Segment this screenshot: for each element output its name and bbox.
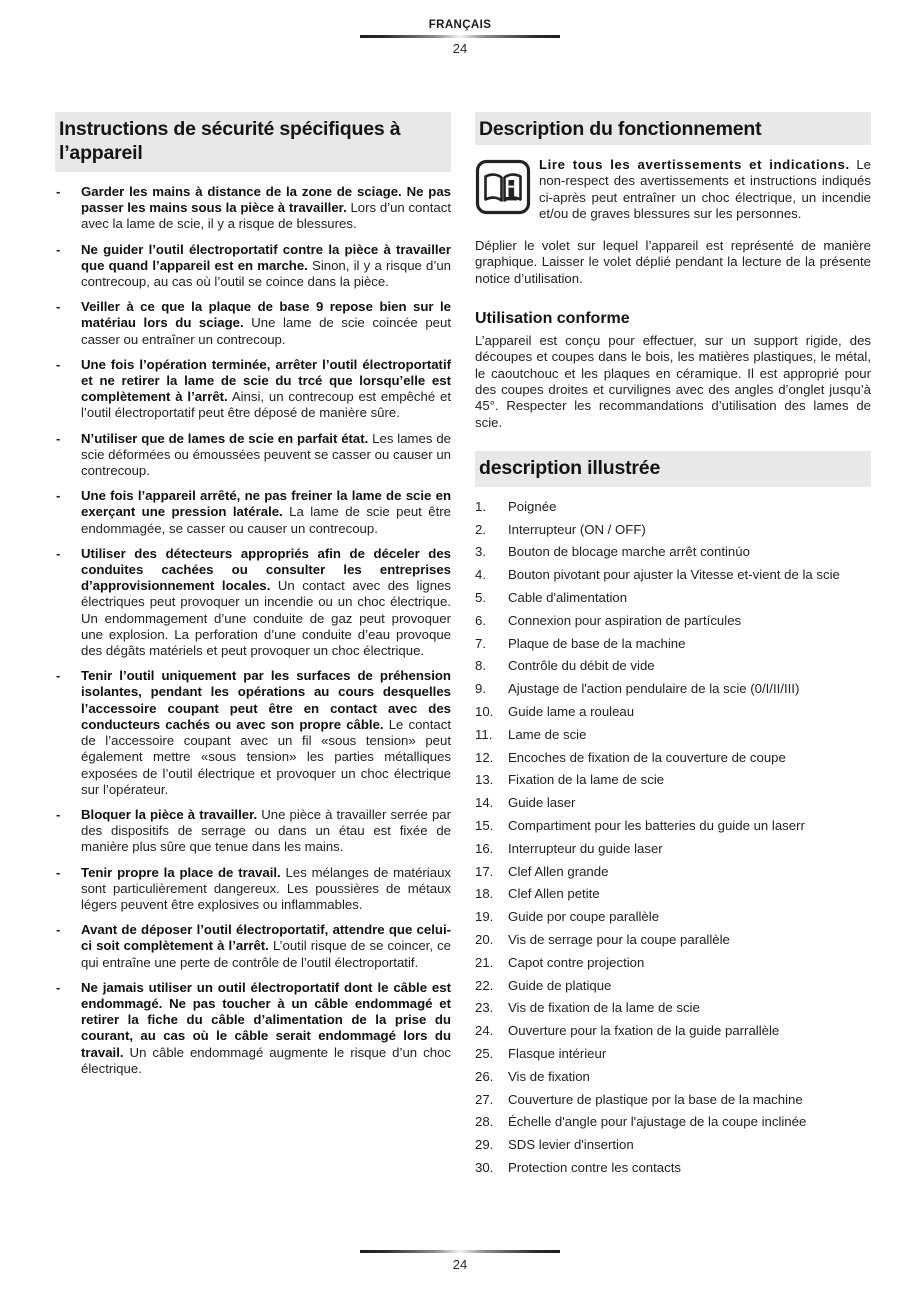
part-number: 8.: [475, 658, 486, 674]
part-number: 21.: [475, 954, 494, 970]
list-item: [55, 431, 451, 480]
bullet-body-text: Les lames de scie déformées ou émoussées peuvent se casser ou causer un contrecoup.: [81, 430, 451, 479]
bullet-body-text: Sinon, il y a risque d’un contrecoup, au cas où l’outil se coince dans la pièce.: [81, 257, 451, 290]
bullet-body-text: Un câble endommagé augmente le risque d’un choc électrique.: [81, 1044, 451, 1076]
list-item: [55, 488, 451, 537]
part-number: 29.: [475, 1137, 494, 1153]
part-label: Interrupteur (ON / OFF): [508, 521, 646, 537]
part-number: 10.: [475, 704, 494, 720]
list-item: [475, 1160, 871, 1176]
dash-bullet-icon: -: [56, 668, 61, 684]
part-number: 15.: [475, 818, 494, 834]
part-label: Guide lame a rouleau: [508, 704, 635, 720]
safety-instructions-heading: Instructions de sécurité spécifiques à l’appareil: [59, 118, 401, 164]
bullet-bold-lead: Bloquer la pièce à travailler.: [81, 806, 258, 822]
list-item: [475, 864, 871, 880]
list-item: [475, 795, 871, 811]
list-item: [475, 522, 871, 538]
right-column: [475, 112, 871, 1183]
bullet-body-text: La lame de scie peut être endommagée, se casser ou causer un contrecoup.: [81, 504, 451, 536]
part-label: Ouverture pour la fxation de la guide parrallèle: [508, 1023, 780, 1039]
list-item: [475, 1046, 871, 1062]
bullet-body-text: Une pièce à travailler serrée par des dispositifs de serrage ou dans un étau est fixée de manière plus sûre que tenue dans les mains.: [81, 806, 452, 855]
part-number: 18.: [475, 886, 494, 902]
part-label: Compartiment pour les batteries du guide un laserr: [508, 818, 805, 834]
list-item: [475, 1023, 871, 1039]
part-label: Vis de serrage pour la coupe parallèle: [508, 932, 730, 947]
part-label: Clef Allen petite: [508, 886, 600, 902]
part-number: 25.: [475, 1045, 494, 1061]
part-label: Lame de scie: [508, 726, 587, 742]
bullet-body-text: Lors d’un contact avec la lame de scie, il y a risque de blessures.: [81, 200, 451, 232]
part-label: Contrôle du débit de vide: [508, 658, 655, 674]
list-item: [475, 1137, 871, 1153]
list-item: [475, 818, 871, 834]
part-label: Plaque de base de la machine: [508, 635, 686, 651]
part-number: 28.: [475, 1114, 494, 1130]
part-label: Bouton de blocage marche arrêt continúo: [508, 544, 750, 560]
list-item: [475, 613, 871, 629]
list-item: [475, 1069, 871, 1085]
list-item: [475, 727, 871, 743]
list-item: [55, 865, 451, 914]
conformity-subheading: Utilisation conforme: [475, 310, 630, 328]
list-item: [55, 546, 451, 659]
part-number: 14.: [475, 795, 494, 811]
footer-divider-rule: [360, 1250, 560, 1253]
part-number: 24.: [475, 1023, 494, 1039]
part-label: Protection contre les contacts: [508, 1159, 681, 1175]
part-label: Guide por coupe parallèle: [508, 909, 660, 925]
notice-bold-lead: Lire tous les avertissements et indications.: [539, 157, 850, 172]
page-header: [0, 18, 920, 57]
list-item: [475, 886, 871, 902]
list-item: [55, 184, 451, 233]
dash-bullet-icon: -: [56, 299, 61, 315]
bullet-body-text: Les mélanges de matériaux sont particulièrement dangereux. Les poussières de métaux légers peuvent être explosives ou inflammables.: [81, 864, 451, 912]
part-number: 7.: [475, 635, 486, 651]
part-label: Connexion pour aspiration de partícules: [508, 612, 742, 628]
bullet-body-text: Un contact avec des lignes électriques peut provoquer un incendie ou un choc électrique. Un endommagement d’une conduite de gaz peut provoquer une explosion. La perforation d’une conduite d’eau provoque des dégâts matériels et peut provoquer un choc électrique.: [81, 578, 451, 659]
list-item: [475, 704, 871, 720]
part-number: 23.: [475, 1000, 494, 1016]
bullet-bold-lead: N’utiliser que de lames de scie en parfait état.: [81, 430, 369, 446]
part-number: 3.: [475, 544, 486, 560]
bullet-bold-lead: Une fois l’appareil arrêté, ne pas freiner la lame de scie en exerçant une pression latérale.: [81, 488, 451, 520]
bullet-body-text: Une lame de scie coincée peut casser ou entraîner un contrecoup.: [81, 315, 451, 347]
part-number: 2.: [475, 521, 486, 537]
part-number: 13.: [475, 772, 494, 788]
list-item: [475, 841, 871, 857]
bullet-bold-lead: Avant de déposer l’outil électroportatif, attendre que celui-ci soit complètement à l’arrêt.: [81, 922, 451, 954]
list-item: [55, 357, 451, 422]
part-label: Flasque intérieur: [508, 1045, 607, 1061]
part-number: 12.: [475, 749, 494, 765]
part-label: Ajustage de l'action pendulaire de la scie (0/I/II/III): [508, 681, 800, 697]
footer-page-number: 24: [452, 1257, 468, 1272]
function-description-heading: Description du fonctionnement: [479, 118, 762, 140]
dash-bullet-icon: -: [56, 864, 61, 880]
part-label: Fixation de la lame de scie: [508, 772, 665, 788]
dash-bullet-icon: -: [56, 806, 61, 822]
part-number: 19.: [475, 909, 494, 925]
part-number: 6.: [475, 612, 486, 628]
list-item: [475, 681, 871, 697]
bullet-body-text: Le contact de l’accessoire coupant avec un fil «sous tension» peut également mettre «sous tension» les parties métalliques exposées de l’outil électrique et provoquer un choc électrique sur l’opérateur.: [81, 716, 451, 797]
intro-paragraph: Déplier le volet sur lequel l’appareil est représenté de manière graphique. Laisser le volet déplié pendant la lecture de la présente notice d’utilisation.: [475, 238, 871, 286]
list-item: [475, 544, 871, 560]
list-item: [475, 590, 871, 606]
part-label: Guide de platique: [508, 977, 612, 993]
part-number: 26.: [475, 1068, 494, 1084]
bullet-bold-lead: Ne jamais utiliser un outil électroportatif dont le câble est endommagé. Ne pas toucher à un câble endommagé et retirer la fiche du câble d’alimentation de la prise du courant, au cas où le câble serait endommagé lors du travail.: [81, 979, 451, 1060]
list-item: [475, 978, 871, 994]
dash-bullet-icon: -: [56, 184, 61, 199]
notice-text: [539, 157, 871, 222]
bullet-body-text: L’outil risque de se coincer, ce qui entraîne une perte de contrôle de l’outil électroportatif.: [81, 938, 452, 970]
dash-bullet-icon: -: [56, 356, 61, 372]
list-item: [475, 658, 871, 674]
dash-bullet-icon: -: [56, 430, 61, 446]
part-number: 20.: [475, 932, 494, 947]
page-footer: [0, 1247, 920, 1273]
list-item: [475, 955, 871, 971]
part-label: Capot contre projection: [508, 954, 645, 970]
part-number: 27.: [475, 1091, 494, 1107]
part-number: 30.: [475, 1159, 494, 1175]
language-label: FRANÇAIS: [428, 19, 492, 31]
list-item: [475, 909, 871, 925]
part-number: 5.: [475, 590, 486, 606]
list-item: [475, 499, 871, 515]
list-item: [475, 1114, 871, 1130]
bullet-bold-lead: Tenir l’outil uniquement par les surfaces de préhension isolantes, pendant les opérations au cours desquelles l’accessoire coupant peut être en contact avec des conducteurs cachés ou avec son propre câble.: [81, 668, 451, 732]
list-item: [475, 1092, 871, 1108]
list-item: [475, 932, 871, 948]
part-label: Cable d'alimentation: [508, 590, 628, 606]
list-item: [55, 299, 451, 348]
bullet-bold-lead: Tenir propre la place de travail.: [81, 864, 281, 880]
function-description-heading-band: [475, 112, 871, 145]
read-instructions-notice: [475, 157, 871, 222]
list-item: [55, 922, 451, 971]
illustrated-description-heading-band: [475, 451, 871, 487]
part-label: Poignée: [508, 498, 557, 514]
dash-bullet-icon: -: [56, 979, 61, 995]
part-label: Échelle d'angle pour l'ajustage de la coupe inclinée: [508, 1114, 807, 1130]
dash-bullet-icon: -: [56, 922, 61, 938]
bullet-bold-lead: Veiller à ce que la plaque de base 9 repose bien sur le matériau lors du sciage.: [81, 299, 451, 331]
list-item: [475, 567, 871, 583]
left-column: [55, 112, 451, 1086]
list-item: [475, 772, 871, 788]
safety-bullet-list: [55, 184, 451, 1077]
part-label: Bouton pivotant pour ajuster la Vitesse et-vient de la scie: [508, 567, 840, 583]
header-page-number: 24: [452, 41, 468, 56]
part-number: 22.: [475, 977, 494, 993]
part-label: SDS levier d'insertion: [508, 1137, 634, 1153]
safety-instructions-heading-band: [55, 112, 451, 172]
part-label: Vis de fixation: [508, 1068, 590, 1084]
bullet-body-text: Ainsi, un contrecoup est empêché et l’outil électroportatif peut être déposé de manière sûre.: [81, 389, 451, 421]
part-number: 17.: [475, 863, 494, 879]
part-label: Interrupteur du guide laser: [508, 840, 663, 856]
dash-bullet-icon: -: [56, 488, 61, 504]
conformity-paragraph: L’appareil est conçu pour effectuer, sur un support rigide, des découpes et coupes dans le bois, les matières plastiques, le métal, le caoutchouc et les plaques en céramique. Il est approprié pour des coupes droites et curvilignes avec des angles d’onglet jusqu’à 45°. Respecter les recommandations d’utilisation des lames de scie.: [475, 333, 871, 430]
part-number: 4.: [475, 567, 486, 583]
bullet-bold-lead: Utiliser des détecteurs appropriés afin de déceler des conduites cachées ou consulter les entreprises d’approvisionnement locales.: [81, 545, 451, 594]
list-item: [475, 1000, 871, 1016]
book-info-icon: [475, 157, 539, 220]
part-number: 1.: [475, 498, 486, 514]
dash-bullet-icon: -: [56, 241, 61, 257]
bullet-bold-lead: Ne guider l’outil électroportatif contre la pièce à travailler que quand l’appareil est en marche.: [81, 241, 451, 273]
list-item: [55, 242, 451, 291]
list-item: [55, 980, 451, 1077]
header-divider-rule: [360, 35, 560, 38]
part-label: Clef Allen grande: [508, 863, 609, 879]
bullet-bold-lead: Une fois l’opération terminée, arrêter l’outil électroportatif et ne retirer la lame de scie du trcé que lorsqu’elle est complètement à l’arrêt.: [81, 356, 451, 405]
dash-bullet-icon: -: [56, 545, 61, 561]
part-number: 16.: [475, 840, 494, 856]
list-item: [55, 668, 451, 798]
list-item: [475, 750, 871, 766]
parts-legend-list: [475, 499, 871, 1176]
notice-body-text: Le non-respect des avertissements et instructions indiqués ci-après peut entraîner un choc électrique, un incendie et/ou de graves blessures sur les personnes.: [539, 157, 871, 221]
part-label: Couverture de plastique por la base de la machine: [508, 1091, 803, 1107]
illustrated-description-heading: description illustrée: [479, 456, 661, 479]
part-label: Guide laser: [508, 795, 576, 811]
list-item: [55, 807, 451, 856]
part-label: Encoches de fixation de la couverture de coupe: [508, 749, 786, 765]
part-number: 9.: [475, 681, 486, 697]
part-label: Vis de fixation de la lame de scie: [508, 1000, 700, 1016]
bullet-bold-lead: Garder les mains à distance de la zone de sciage. Ne pas passer les mains sous la pièce à travailler.: [81, 184, 451, 216]
part-number: 11.: [475, 726, 493, 742]
list-item: [475, 636, 871, 652]
